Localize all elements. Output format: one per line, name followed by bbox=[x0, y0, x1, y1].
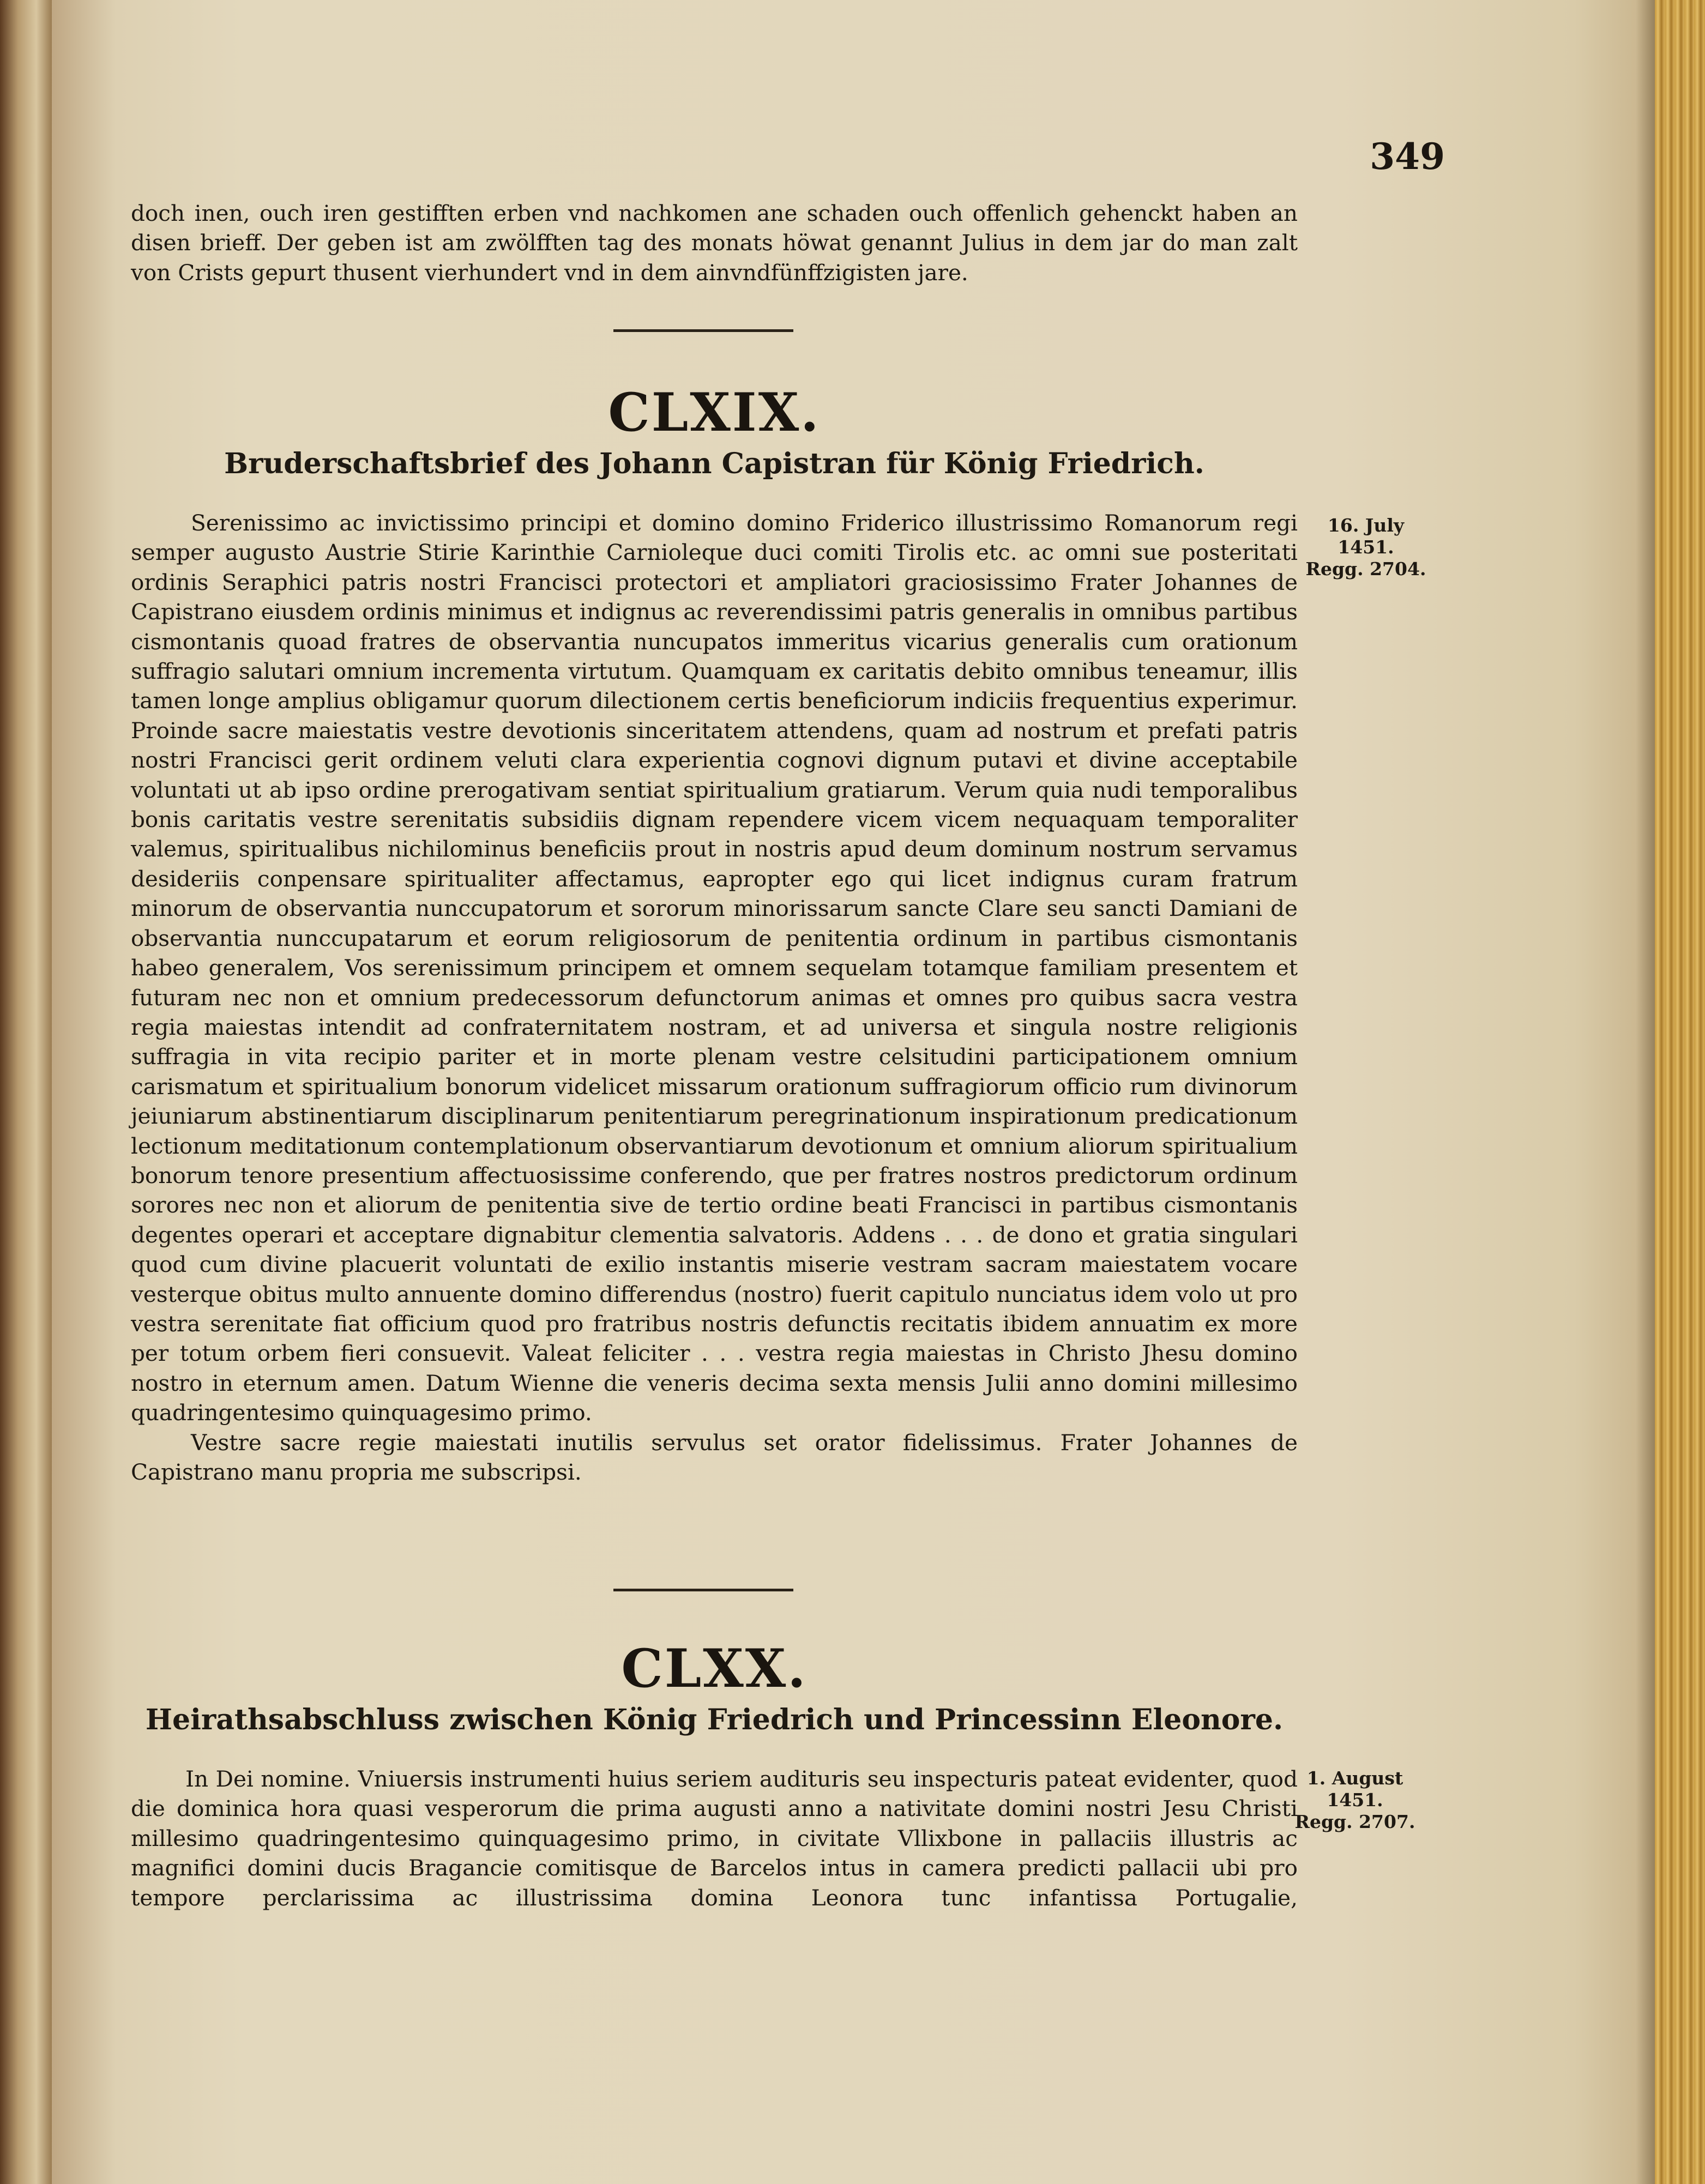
section-divider bbox=[613, 1589, 793, 1591]
margin-note: 16. July 1451. Regg. 2704. bbox=[1305, 515, 1426, 580]
body-paragraph: Vestre sacre regie maiestati inutilis servulus set orator fidelissimus. Frater Johannes de Capistrano manu propria me subscripsi. bbox=[131, 1429, 1298, 1485]
page-number: 349 bbox=[1370, 135, 1445, 178]
fore-edge-shadow bbox=[1636, 0, 1655, 2184]
section-body bbox=[131, 1764, 1298, 1912]
opening-paragraph: doch inen, ouch iren gestifften erben vnd nachkomen ane schaden ouch offenlich gehenckt haben an disen brieff. Der geben ist am zwölfften tag des monats höwat genannt Julius in dem jar do man zalt von Crists gepurt thusent vierhundert vnd in dem ainvndfünffzigisten jare. bbox=[131, 200, 1298, 286]
fore-edge bbox=[1655, 0, 1705, 2184]
section-title: Bruderschaftsbrief des Johann Capistran für König Friedrich. bbox=[224, 447, 1204, 480]
section-title: Heirathsabschluss zwischen König Friedrich und Princessinn Eleonore. bbox=[145, 1703, 1284, 1736]
body-paragraph: Serenissimo ac invictissimo principi et domino domino Friderico illustrissimo Romanorum regi semper augusto Austrie Stirie Karinthie Carnioleque duci comiti Tirolis etc. ac omni sue posteritati ordinis Seraphici patris nostri Francisci protectori et ampliatori graciosissimo Frater Johannes de Capistrano eiusdem ordinis minimus et indignus ac reverendissimi patris generalis in omnibus partibus cismontanis quoad fratres de observantia nuncupatos immeritus vicarius generalis cum orationum suffragio salutari omnium incrementa virtutum. Quamquam ex caritatis debito omnibus teneamur, illis tamen longe amplius obligamur quorum dilectionem certis beneficiorum indiciis frequentius experimur. Proinde sacre maiestatis vestre devotionis sinceritatem attendens, quam ad nostrum et prefati patris nostri Francisci gerit ordinem veluti clara experientia cognovi dignum putavi et divine acceptabile voluntati ut ab ipso ordine prerogativam sentiat spiritualium gratiarum. Verum quia nudi temporalibus bonis caritatis vestre serenitatis subsidiis dignam rependere vicem vicem nequaquam temporaliter valemus, spiritualibus nichilominus beneficiis prout in nostris apud deum dominum nostrum servamus desideriis conpensare spiritualiter affectamus, eapropter ego qui licet indignus curam fratrum minorum de observantia nunccupatorum et sororum minorissarum sancte Clare seu sancti Damiani de observantia nunccupatarum et eorum religiosorum de penitentia ordinum in partibus cismontanis habeo generalem, Vos serenissimum principem et omnem sequelam totamque familiam presentem et futuram nec non et omnium predecessorum defunctorum animas et omnes pro quibus sacra vestra regia maiestas intendit ad confraternitatem nostram, et ad universa et singula nostre religionis suffragia in vita recipio pariter et in morte plenam vestre celsitudini participationem omnium carismatum et spiritualium bonorum videlicet missarum orationum suffragiorum officio rum divinorum jeiuniarum abstinentiarum disciplinarum penitentiarum peregrinationum inspirationum predicationum lectionum meditationum contemplationum observantiarum devotionum et omnium aliorum spiritualium bonorum tenore presentium affectuosissime conferendo, que per fratres nostros predictorum ordinum sorores nec non et aliorum de penitentia sive de tertio ordine beati Francisci in partibus cismontanis degentes operari et acceptare dignabitur clementia salvatoris. Addens . . . de dono et gratia singulari quod cum divine placuerit voluntati de exilio instantis miserie vestram sacram maiestatem vocare vesterque obitus multo annuente domino differendus (nostro) fuerit capitulo nunciatus idem volo ut pro vestra serenitate fiat officium quod pro fratribus nostris defunctis recitatis ibidem annuatim ex more per totum orbem fieri consuevit. Valeat feliciter . . . vestra regia maiestas in Christo Jhesu domino nostro in eternum amen. Datum Wienne die veneris decima sexta mensis Julii anno domini millesimo quadringentesimo quinquagesimo primo. bbox=[131, 510, 1298, 1426]
body-paragraph: In Dei nomine. Vniuersis instrumenti huius seriem audituris seu inspecturis pateat evidenter, quod die dominica hora quasi vesperorum die prima augusti anno a nativitate domini nostri Jesu Christi millesimo quadringentesimo quinquagesimo primo, in civitate Vllixbone in pallaciis illustris ac magnifici domini ducis Bragancie comitisque de Barcelos intus in camera predicti pallacii ubi pro tempore perclarissima ac illustrissima domina Leonora tunc infantissa Portugalie, bbox=[131, 1766, 1298, 1911]
section-body bbox=[131, 508, 1298, 1487]
previous-page-edge bbox=[0, 0, 52, 2184]
section-number: CLXIX. bbox=[608, 382, 821, 443]
section-number: CLXX. bbox=[621, 1638, 808, 1699]
section-divider bbox=[613, 329, 793, 332]
margin-note: 1. August 1451. Regg. 2707. bbox=[1294, 1767, 1415, 1832]
opening-text bbox=[131, 198, 1298, 287]
